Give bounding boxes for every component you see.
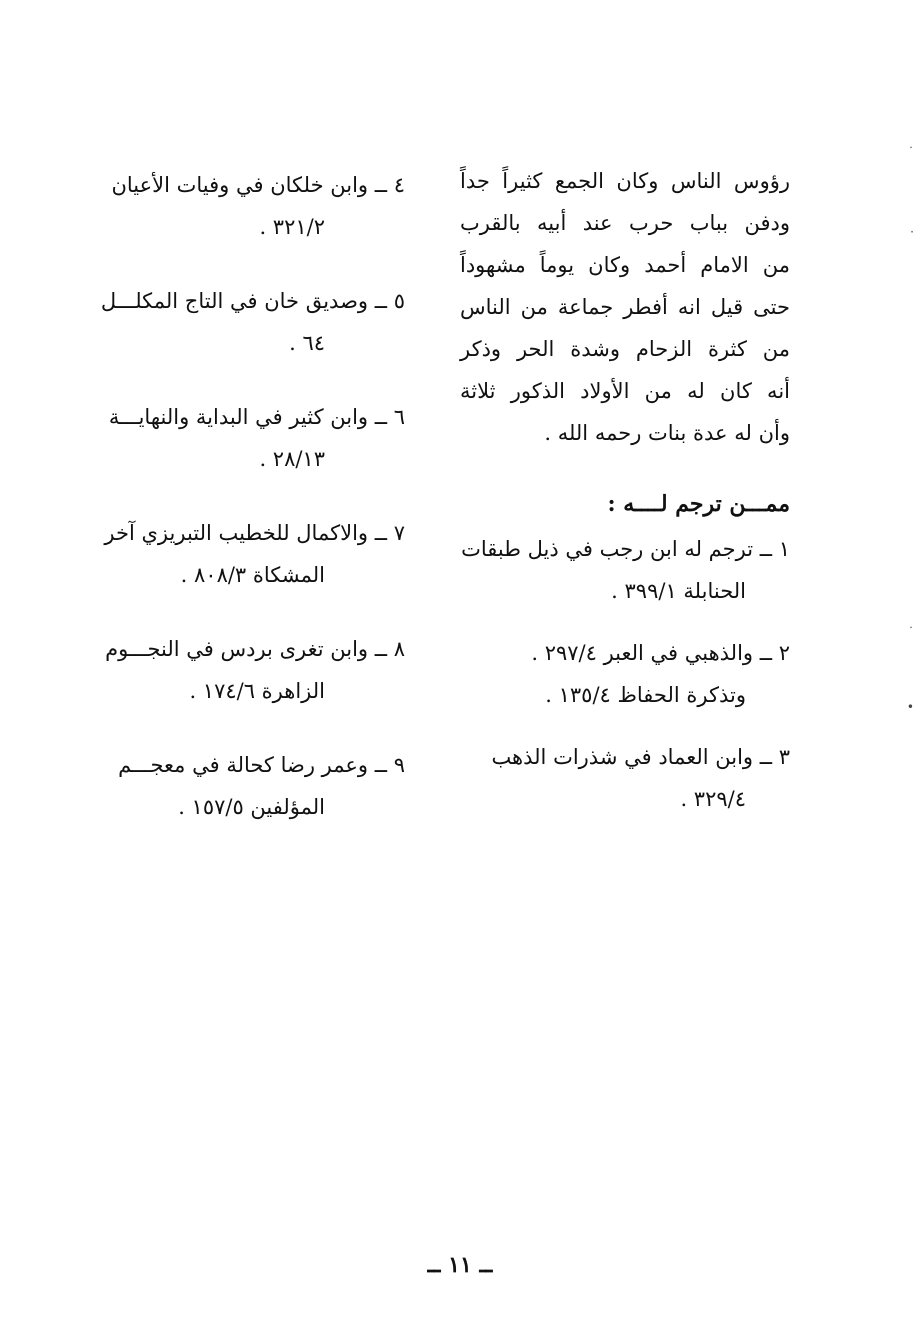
entry-line: ٦ ــ وابن كثير في البداية والنهايـــة [108, 405, 405, 429]
biography-paragraph [460, 160, 790, 454]
reference-entry-9 [75, 744, 405, 828]
entry-line: الحنابلة ٣٩٩/١ . [611, 579, 746, 603]
paragraph-line: ودفن بباب حرب عند أبيه بالقرب [460, 211, 790, 235]
page-number: ــ ١١ ــ [427, 1252, 493, 1278]
entry-line: ٣٢١/٢ . [259, 215, 325, 239]
entry-line: ٨ ــ وابن تغرى بردس في النجـــوم [105, 637, 405, 661]
right-column [460, 160, 790, 820]
entry-line: ٢٨/١٣ . [259, 447, 325, 471]
scan-speck: · [910, 225, 914, 239]
reference-entry-8 [75, 628, 405, 712]
entry-line: المشكاة ٨٠٨/٣ . [180, 563, 325, 587]
section-heading: ممـــن ترجم لــــه : [607, 491, 790, 517]
scan-speck: • [906, 700, 914, 714]
paragraph-line: رؤوس الناس وكان الجمع كثيراً جداً [460, 169, 790, 193]
paragraph-line: من كثرة الزحام وشدة الحر وذكر [460, 337, 790, 361]
paragraph-line: من الامام أحمد وكان يوماً مشهوداً [460, 253, 790, 277]
reference-entry-7 [75, 512, 405, 596]
reference-entry-6 [75, 396, 405, 480]
entry-line: الزاهرة ١٧٤/٦ . [189, 679, 325, 703]
entry-line: ٣٢٩/٤ . [680, 787, 746, 811]
left-column [75, 160, 405, 860]
entry-line: وتذكرة الحفاظ ١٣٥/٤ . [545, 683, 746, 707]
entry-line: ١ ــ ترجم له ابن رجب في ذيل طبقات [461, 537, 790, 561]
paragraph-line: وأن له عدة بنات رحمه الله . [544, 421, 790, 445]
reference-entry-2 [460, 632, 790, 716]
entry-line: ٦٤ . [289, 331, 325, 355]
paragraph-line: حتى قيل انه أفطر جماعة من الناس [460, 295, 790, 319]
entry-line: ٤ ــ وابن خلكان في وفيات الأعيان [111, 173, 405, 197]
paragraph-line: أنه كان له من الأولاد الذكور ثلاثة [460, 379, 790, 403]
reference-entry-5 [75, 280, 405, 364]
entry-line: ٩ ــ وعمر رضا كحالة في معجـــم [118, 753, 405, 777]
entry-line: ٣ ــ وابن العماد في شذرات الذهب [491, 745, 790, 769]
entry-line: ٧ ــ والاكمال للخطيب التبريزي آخر [104, 521, 405, 545]
entry-line: المؤلفين ١٥٧/٥ . [178, 795, 325, 819]
entry-line: ٢ ــ والذهبي في العبر ٢٩٧/٤ . [531, 641, 790, 665]
entry-line: ٥ ــ وصديق خان في التاج المكلـــل [100, 289, 405, 313]
reference-entry-1 [460, 528, 790, 612]
reference-entry-3 [460, 736, 790, 820]
reference-entry-4 [75, 164, 405, 248]
scan-speck: ˙ [908, 145, 914, 159]
scan-speck: ˙ [908, 625, 914, 639]
